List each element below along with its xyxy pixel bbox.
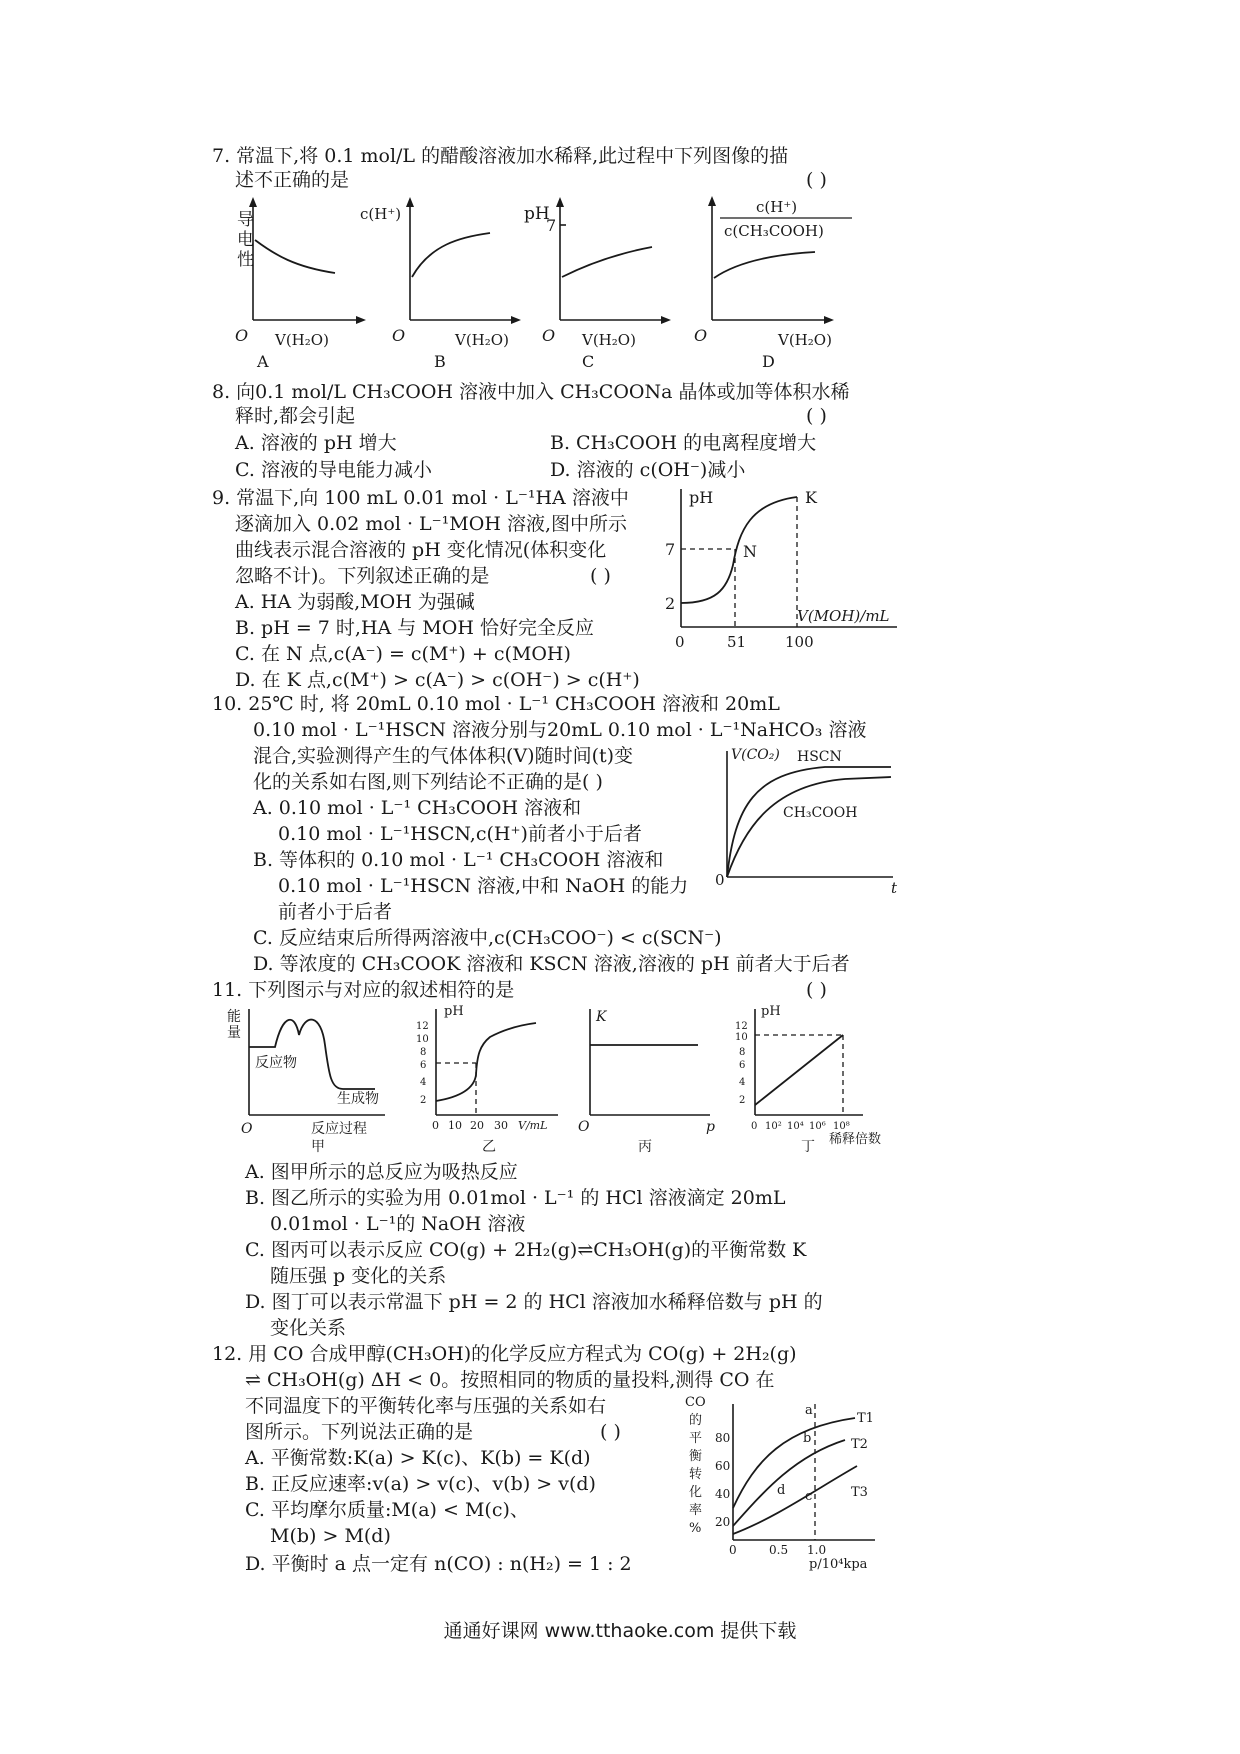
q10-xlabel: t	[891, 879, 898, 897]
q12-ylabel-3: 平	[689, 1431, 703, 1446]
q11-ding-ytick-12: 12	[735, 1021, 748, 1032]
q11-option-d-line1: D. 图丁可以表示常温下 pH = 2 的 HCl 溶液加水稀释倍数与 pH 的	[245, 1291, 823, 1313]
q11-stem: 11. 下列图示与对应的叙述相符的是	[212, 979, 515, 1001]
q7-b-origin: O	[392, 326, 406, 345]
q12-ytick-80: 80	[715, 1431, 731, 1445]
q12-xlabel: p/10⁴kpa	[809, 1557, 868, 1572]
q10-series-hscn: HSCN	[797, 749, 842, 765]
q8-stem-line2: 释时,都会引起	[235, 405, 356, 427]
q11-jia-origin: O	[241, 1121, 253, 1137]
q7-d-ylabel-denominator: c(CH₃COOH)	[724, 222, 824, 240]
q12-ylabel-8: %	[689, 1521, 702, 1536]
q11-graph-bing	[578, 1005, 728, 1155]
q9-stem-line2: 逐滴加入 0.02 mol · L⁻¹MOH 溶液,图中所示	[235, 513, 627, 535]
q10-option-a-line1: A. 0.10 mol · L⁻¹ CH₃COOH 溶液和	[253, 797, 582, 819]
q10-option-b-line2: 0.10 mol · L⁻¹HSCN 溶液,中和 NaOH 的能力	[278, 875, 689, 897]
q11-jia-product: 生成物	[337, 1091, 379, 1107]
q12-point-c: c	[805, 1489, 813, 1504]
q11-yi-label: 乙	[482, 1139, 496, 1155]
q9-option-a: A. HA 为弱酸,MOH 为强碱	[235, 591, 475, 613]
q11-option-d-line2: 变化关系	[270, 1317, 347, 1339]
q11-yi-ytick-8: 8	[420, 1047, 427, 1058]
q10-origin: 0	[715, 871, 725, 889]
q7-a-ylabel-2: 电	[237, 230, 254, 250]
q10-ylabel: V(CO₂)	[731, 747, 780, 763]
q11-option-b-line1: B. 图乙所示的实验为用 0.01mol · L⁻¹ 的 HCl 溶液滴定 20mL	[245, 1187, 786, 1209]
q11-jia-ylabel-2: 量	[227, 1025, 241, 1041]
q7-a-xlabel: V(H₂O)	[275, 331, 329, 349]
q11-graph-ding	[735, 1005, 905, 1155]
q11-ding-ytick-2: 2	[739, 1095, 746, 1106]
q9-option-b: B. pH = 7 时,HA 与 MOH 恰好完全反应	[235, 617, 594, 639]
q9-option-c: C. 在 N 点,c(A⁻) = c(M⁺) + c(MOH)	[235, 643, 571, 665]
q7-b-xlabel: V(H₂O)	[455, 331, 509, 349]
q7-a-ylabel-1: 导	[237, 210, 254, 230]
q11-graph-jia	[225, 1005, 395, 1155]
q12-stem-line2: ⇌ CH₃OH(g) ΔH < 0。按照相同的物质的量投料,测得 CO 在	[245, 1369, 775, 1391]
q11-ding-xtick-0: 0	[751, 1121, 758, 1132]
q12-option-c-line2: M(b) > M(d)	[270, 1525, 391, 1547]
q7-graph-b	[360, 195, 530, 375]
q11-yi-xlabel: V/mL	[518, 1119, 548, 1132]
q10-series-ch3cooh: CH₃COOH	[783, 805, 858, 821]
q12-answer-blank: ( )	[600, 1421, 621, 1443]
q9-ytick-7: 7	[665, 540, 676, 559]
q11-option-c-line1: C. 图丙可以表示反应 CO(g) + 2H₂(g)⇌CH₃OH(g)的平衡常数 K	[245, 1239, 807, 1261]
q12-series-t3: T3	[851, 1485, 868, 1500]
q8-option-d: D. 溶液的 c(OH⁻)减小	[550, 459, 746, 481]
q11-option-b-line2: 0.01mol · L⁻¹的 NaOH 溶液	[270, 1213, 526, 1235]
q9-ytick-2: 2	[665, 594, 676, 613]
q9-xlabel: V(MOH)/mL	[797, 607, 890, 625]
q12-option-b: B. 正反应速率:v(a) > v(c)、v(b) > v(d)	[245, 1473, 596, 1495]
q11-bing-origin: O	[578, 1119, 590, 1135]
q11-ding-xlabel: 稀释倍数	[829, 1132, 882, 1147]
q11-yi-ytick-2: 2	[420, 1095, 427, 1106]
q12-option-d: D. 平衡时 a 点一定有 n(CO) : n(H₂) = 1 : 2	[245, 1553, 632, 1575]
q11-bing-label: 丙	[638, 1139, 652, 1155]
q12-ylabel-4: 衡	[689, 1449, 703, 1464]
q11-answer-blank: ( )	[806, 979, 827, 1001]
q8-option-b: B. CH₃COOH 的电离程度增大	[550, 432, 817, 454]
q7-stem-line1: 7. 常温下,将 0.1 mol/L 的醋酸溶液加水稀释,此过程中下列图像的描	[212, 145, 789, 167]
q12-ytick-40: 40	[715, 1487, 731, 1501]
q11-yi-ylabel: pH	[444, 1004, 464, 1019]
q12-xtick-0: 0	[729, 1543, 737, 1557]
q9-answer-blank: ( )	[590, 565, 611, 587]
q11-yi-xtick-0: 0	[432, 1119, 439, 1132]
q11-yi-xtick-30: 30	[494, 1119, 508, 1132]
q10-option-a-line2: 0.10 mol · L⁻¹HSCN,c(H⁺)前者小于后者	[278, 823, 642, 845]
q11-yi-ytick-6: 6	[420, 1060, 427, 1071]
q11-ding-ytick-6: 6	[739, 1060, 746, 1071]
q12-series-t2: T2	[851, 1437, 868, 1452]
q7-d-label: D	[762, 352, 775, 371]
q11-jia-xlabel: 反应过程	[311, 1121, 367, 1137]
q10-option-b-line1: B. 等体积的 0.10 mol · L⁻¹ CH₃COOH 溶液和	[253, 849, 664, 871]
q10-option-d: D. 等浓度的 CH₃COOK 溶液和 KSCN 溶液,溶液的 pH 前者大于后者	[253, 953, 850, 975]
q11-yi-ytick-12: 12	[416, 1021, 429, 1032]
q10-stem-line2: 0.10 mol · L⁻¹HSCN 溶液分别与20mL 0.10 mol · L⁻¹NaHCO₃ 溶液	[253, 719, 867, 741]
q7-stem-line2: 述不正确的是	[235, 169, 350, 191]
q8-answer-blank: ( )	[806, 405, 827, 427]
q11-ding-ytick-10: 10	[735, 1032, 748, 1043]
q12-ylabel-1: CO	[685, 1395, 706, 1410]
q11-yi-xtick-20: 20	[470, 1119, 484, 1132]
q11-jia-reactant: 反应物	[255, 1055, 297, 1071]
q7-b-ylabel: c(H⁺)	[360, 205, 402, 223]
q11-yi-ytick-10: 10	[416, 1034, 429, 1045]
q9-xtick-0: 0	[675, 633, 685, 651]
q11-ding-ytick-4: 4	[739, 1077, 746, 1088]
q8-option-c: C. 溶液的导电能力减小	[235, 459, 432, 481]
q9-xtick-100: 100	[785, 633, 814, 651]
q11-graph-yi	[410, 1005, 570, 1155]
q11-jia-label: 甲	[311, 1139, 325, 1155]
q9-option-d: D. 在 K 点,c(M⁺) > c(A⁻) > c(OH⁻) > c(H⁺)	[235, 669, 640, 691]
q10-option-c: C. 反应结束后所得两溶液中,c(CH₃COO⁻) < c(SCN⁻)	[253, 927, 722, 949]
q7-graph-a	[215, 195, 375, 375]
q11-bing-ylabel: K	[596, 1009, 607, 1025]
q11-ding-ytick-8: 8	[739, 1047, 746, 1058]
q12-ylabel-2: 的	[689, 1413, 703, 1428]
q11-yi-xtick-10: 10	[448, 1119, 462, 1132]
q12-series-t1: T1	[857, 1411, 874, 1426]
q10-gas-volume-graph	[715, 745, 905, 895]
q11-ding-xtick-10-4: 10⁴	[787, 1121, 804, 1132]
q7-a-origin: O	[235, 326, 249, 345]
q12-ytick-20: 20	[715, 1515, 731, 1529]
q11-ding-xtick-10-8: 10⁸	[833, 1121, 850, 1132]
q7-graph-c	[520, 195, 690, 375]
q7-graph-d	[680, 190, 870, 375]
q7-c-ytick-7: 7	[546, 216, 557, 235]
q11-bing-xlabel: p	[706, 1119, 715, 1135]
q12-xtick-1-0: 1.0	[807, 1543, 827, 1557]
q12-stem-line3: 不同温度下的平衡转化率与压强的关系如右	[245, 1395, 607, 1417]
q7-a-label: A	[257, 352, 269, 371]
q8-stem-line1: 8. 向0.1 mol/L CH₃COOH 溶液中加入 CH₃COONa 晶体或加等体积水稀	[212, 381, 850, 403]
q10-stem-line4: 化的关系如右图,则下列结论不正确的是( )	[253, 771, 603, 793]
q11-jia-ylabel-1: 能	[227, 1009, 241, 1025]
q12-point-b: b	[803, 1431, 812, 1446]
page-footer: 通通好课网 www.tthaoke.com 提供下载	[443, 1620, 797, 1642]
q12-stem-line1: 12. 用 CO 合成甲醇(CH₃OH)的化学反应方程式为 CO(g) + 2H₂(g)	[212, 1343, 797, 1365]
q11-option-c-line2: 随压强 p 变化的关系	[270, 1265, 447, 1287]
q12-point-a: a	[805, 1403, 813, 1418]
q7-a-ylabel-3: 性	[237, 250, 254, 270]
q11-option-a: A. 图甲所示的总反应为吸热反应	[245, 1161, 518, 1183]
q8-option-a: A. 溶液的 pH 增大	[235, 432, 397, 454]
q12-xtick-0-5: 0.5	[769, 1543, 789, 1557]
q11-yi-ytick-4: 4	[420, 1077, 427, 1088]
q12-ylabel-6: 化	[689, 1485, 703, 1500]
q7-c-ylabel: pH	[524, 204, 550, 224]
q11-ding-xtick-10-2: 10²	[765, 1121, 782, 1132]
q9-point-k: K	[805, 488, 817, 507]
q7-d-xlabel: V(H₂O)	[778, 331, 832, 349]
q9-xtick-51: 51	[727, 633, 747, 651]
q7-d-ylabel-numerator: c(H⁺)	[756, 198, 798, 216]
q9-ph-graph	[665, 485, 905, 660]
q10-stem-line1: 10. 25℃ 时, 将 20mL 0.10 mol · L⁻¹ CH₃COOH 溶液和 20mL	[212, 693, 780, 715]
q10-stem-line3: 混合,实验测得产生的气体体积(V)随时间(t)变	[253, 745, 634, 767]
q12-ytick-60: 60	[715, 1459, 731, 1473]
q7-c-xlabel: V(H₂O)	[582, 331, 636, 349]
q9-stem-line3: 曲线表示混合溶液的 pH 变化情况(体积变化	[235, 539, 607, 561]
q12-point-d: d	[777, 1483, 786, 1498]
q7-b-label: B	[434, 352, 446, 371]
q11-ding-xtick-10-6: 10⁶	[809, 1121, 826, 1132]
q9-stem-line4: 忽略不计)。下列叙述正确的是	[235, 565, 490, 587]
q7-answer-blank: ( )	[806, 169, 827, 191]
q11-ding-label: 丁	[801, 1139, 815, 1155]
q12-option-a: A. 平衡常数:K(a) > K(c)、K(b) = K(d)	[245, 1447, 591, 1469]
q9-ylabel: pH	[689, 488, 714, 507]
q7-c-label: C	[582, 352, 595, 371]
q7-d-origin: O	[694, 326, 708, 345]
q12-stem-line4: 图所示。下列说法正确的是	[245, 1421, 474, 1443]
q12-ylabel-7: 率	[689, 1503, 703, 1518]
q12-ylabel-5: 转	[689, 1467, 703, 1482]
q10-option-b-line3: 前者小于后者	[278, 901, 393, 923]
q11-ding-ylabel: pH	[761, 1004, 781, 1019]
q12-option-c-line1: C. 平均摩尔质量:M(a) < M(c)、	[245, 1499, 529, 1521]
q9-stem-line1: 9. 常温下,向 100 mL 0.01 mol · L⁻¹HA 溶液中	[212, 487, 629, 509]
q9-point-n: N	[743, 542, 757, 561]
q7-c-origin: O	[542, 326, 556, 345]
q12-conversion-graph	[685, 1390, 900, 1575]
